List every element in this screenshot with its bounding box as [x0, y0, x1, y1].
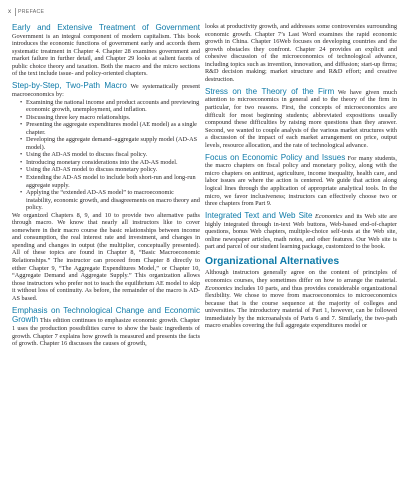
page-header	[0, 0, 407, 22]
body-organizational-alternatives	[205, 269, 397, 329]
body-org-part-b: includes 10 parts, and thus provides considerable organizational flexibility. We chose to move from macroeconomics to microeconomics because that is the course sequence at the majority of colleges and universities. The introductory material of Part 1, however, can be followed immediately by the microanalysis of Parts 6 and 7. Similarly, the two-path macro enables covering the full aggregate expenditures model or	[205, 284, 397, 330]
heading-theory-of-firm: Stress on the Theory of the Firm	[205, 86, 335, 96]
section-growth	[12, 306, 200, 348]
book-title: Economics	[315, 213, 343, 221]
bullet-item: • Developing the aggregate demand–aggregate supply model (AD-AS model).	[20, 136, 200, 151]
body-web-site: and its Web site are highly integrated through in-text Web buttons, Web-based end-of-chapter questions, bonus Web chapters, multiple-choice self-tests at the Web site, online newspaper articles, math notes, and other features. Our Web site is part and parcel of our student learning package, customized to the book.	[205, 213, 398, 251]
bullet-item: • Using the AD-AS model to discuss monetary policy.	[20, 166, 200, 174]
body-theory-of-firm: We have given much attention to microeconomics in general and to the theory of the firm in particular, for two reasons. First, the concepts of microeconomics are difficult for most beginning students; abbreviated expositions usually compound these difficulties by raising more questions than they answer. Second, we wanted to couple analysis of the various market structures with a discussion of the impact of each market arrangement on price, output levels, resource allocation, and the rate of technological advance.	[205, 88, 397, 149]
body-policy-issues: For many students, the macro chapters on fiscal policy and monetary policy, along with the micro chapters on antitrust, agriculture, income inequality, health care, and labor issues are where the action is centered. We guide that action along logical lines through the application of appropriate analytical tools. In the micro, we favor inclusiveness; instructors can effectively choose two or three chapters from Part 9.	[205, 154, 397, 208]
bullet-item: • Discussing three key macro relationships.	[20, 114, 200, 122]
left-column	[12, 23, 200, 348]
header-divider	[15, 8, 16, 16]
section-policy-issues	[205, 153, 397, 208]
running-header-title: PREFACE	[18, 8, 45, 15]
heading-government: Early and Extensive Treatment of Government	[12, 23, 200, 32]
right-column	[205, 23, 397, 330]
bullet-item: • Extending the AD-AS model to include both short-run and long-run aggregate supply.	[20, 174, 200, 189]
macro-bullet-list	[12, 99, 200, 212]
section-web-site	[205, 211, 397, 251]
heading-policy-issues: Focus on Economic Policy and Issues	[205, 152, 346, 162]
intro-two-path-macro: We systematically present macroeconomics by:	[12, 83, 201, 98]
paragraph-growth-continued: looks at productivity growth, and addresses some controversies surrounding economic growth. Chapter 7’s Last Word examines the rapid economic growth in China. Chapter 16Web focuses on developing countries and the growth obstacles they confront. Chapter 24 provides an explicit and cohesive discussion of the microeconomics of technological advance, including topics such as invention, innovation, and diffusion; start-up firms; R&D decision making; market structure and R&D effort; and creative destruction.	[205, 23, 397, 83]
bullet-item: • Examining the national income and product accounts and previewing economic growth, unemployment, and inflation.	[20, 99, 200, 114]
heading-organizational-alternatives: Organizational Alternatives	[205, 255, 340, 267]
bullet-item: • Presenting the aggregate expenditures model (AE model) as a single chapter.	[20, 121, 200, 136]
bullet-item: • Introducing monetary considerations into the AD-AS model.	[20, 159, 200, 167]
heading-web-site: Integrated Text and Web Site	[205, 211, 313, 221]
body-government: Government is an integral component of modern capitalism. This book introduces the economic functions of government early and accords them systematic treatment in Chapter 4. Chapter 28 examines government and market failure in further detail, and Chapter 29 looks at salient facets of public choice theory and taxation. Both the macro and the micro sections of the text include issue- and policy-oriented chapters.	[12, 32, 200, 78]
section-two-path-macro	[12, 81, 200, 302]
bullet-item: • Using the AD-AS model to discuss fiscal policy.	[20, 151, 200, 159]
body-growth: This edition continues to emphasize economic growth. Chapter 1 uses the production possibilities curve to show the basic ingredients of growth. Chapter 7 explains how growth is measured and presents the facts of growth. Chapter 16 discusses the causes of growth,	[12, 317, 200, 348]
bullet-item: • Applying the “extended AD-AS model” to macroeconomic instability, economic growth, and disagreements on macro theory and policy.	[20, 189, 200, 212]
heading-two-path-macro: Step-by-Step, Two-Path Macro	[12, 81, 127, 91]
section-theory-of-firm	[205, 87, 397, 149]
heading-growth: Emphasis on Technological Change and Economic Growth	[12, 305, 200, 325]
book-title: Economics	[205, 284, 233, 292]
section-government	[12, 23, 200, 78]
page-number: x	[8, 8, 12, 15]
paragraph-two-path: We organized Chapters 8, 9, and 10 to provide two alternative paths through macro. We know that nearly all instructors like to cover somewhere in their macro course the basic relationships between income and consumption, the real interest rate and investment, and changes in spending and changes in output (the multiplier, conceptually presented). All of these topics are found in Chapter 8, “Basic Macroeconomic Relationships.” The instructor can proceed from Chapter 8 directly to either Chapter 9, “The Aggregate Expenditures Model,” or Chapter 10, “Aggregate Demand and Aggregate Supply.” This organization allows those instructors who prefer not to teach the equilibrium AE model to skip it without loss of continuity. As before, the remainder of the macro is AD-AS based.	[12, 211, 200, 302]
body-org-part-a: Although instructors generally agree on the content of principles of economics courses, they sometimes differ on how to arrange the material.	[205, 269, 397, 284]
